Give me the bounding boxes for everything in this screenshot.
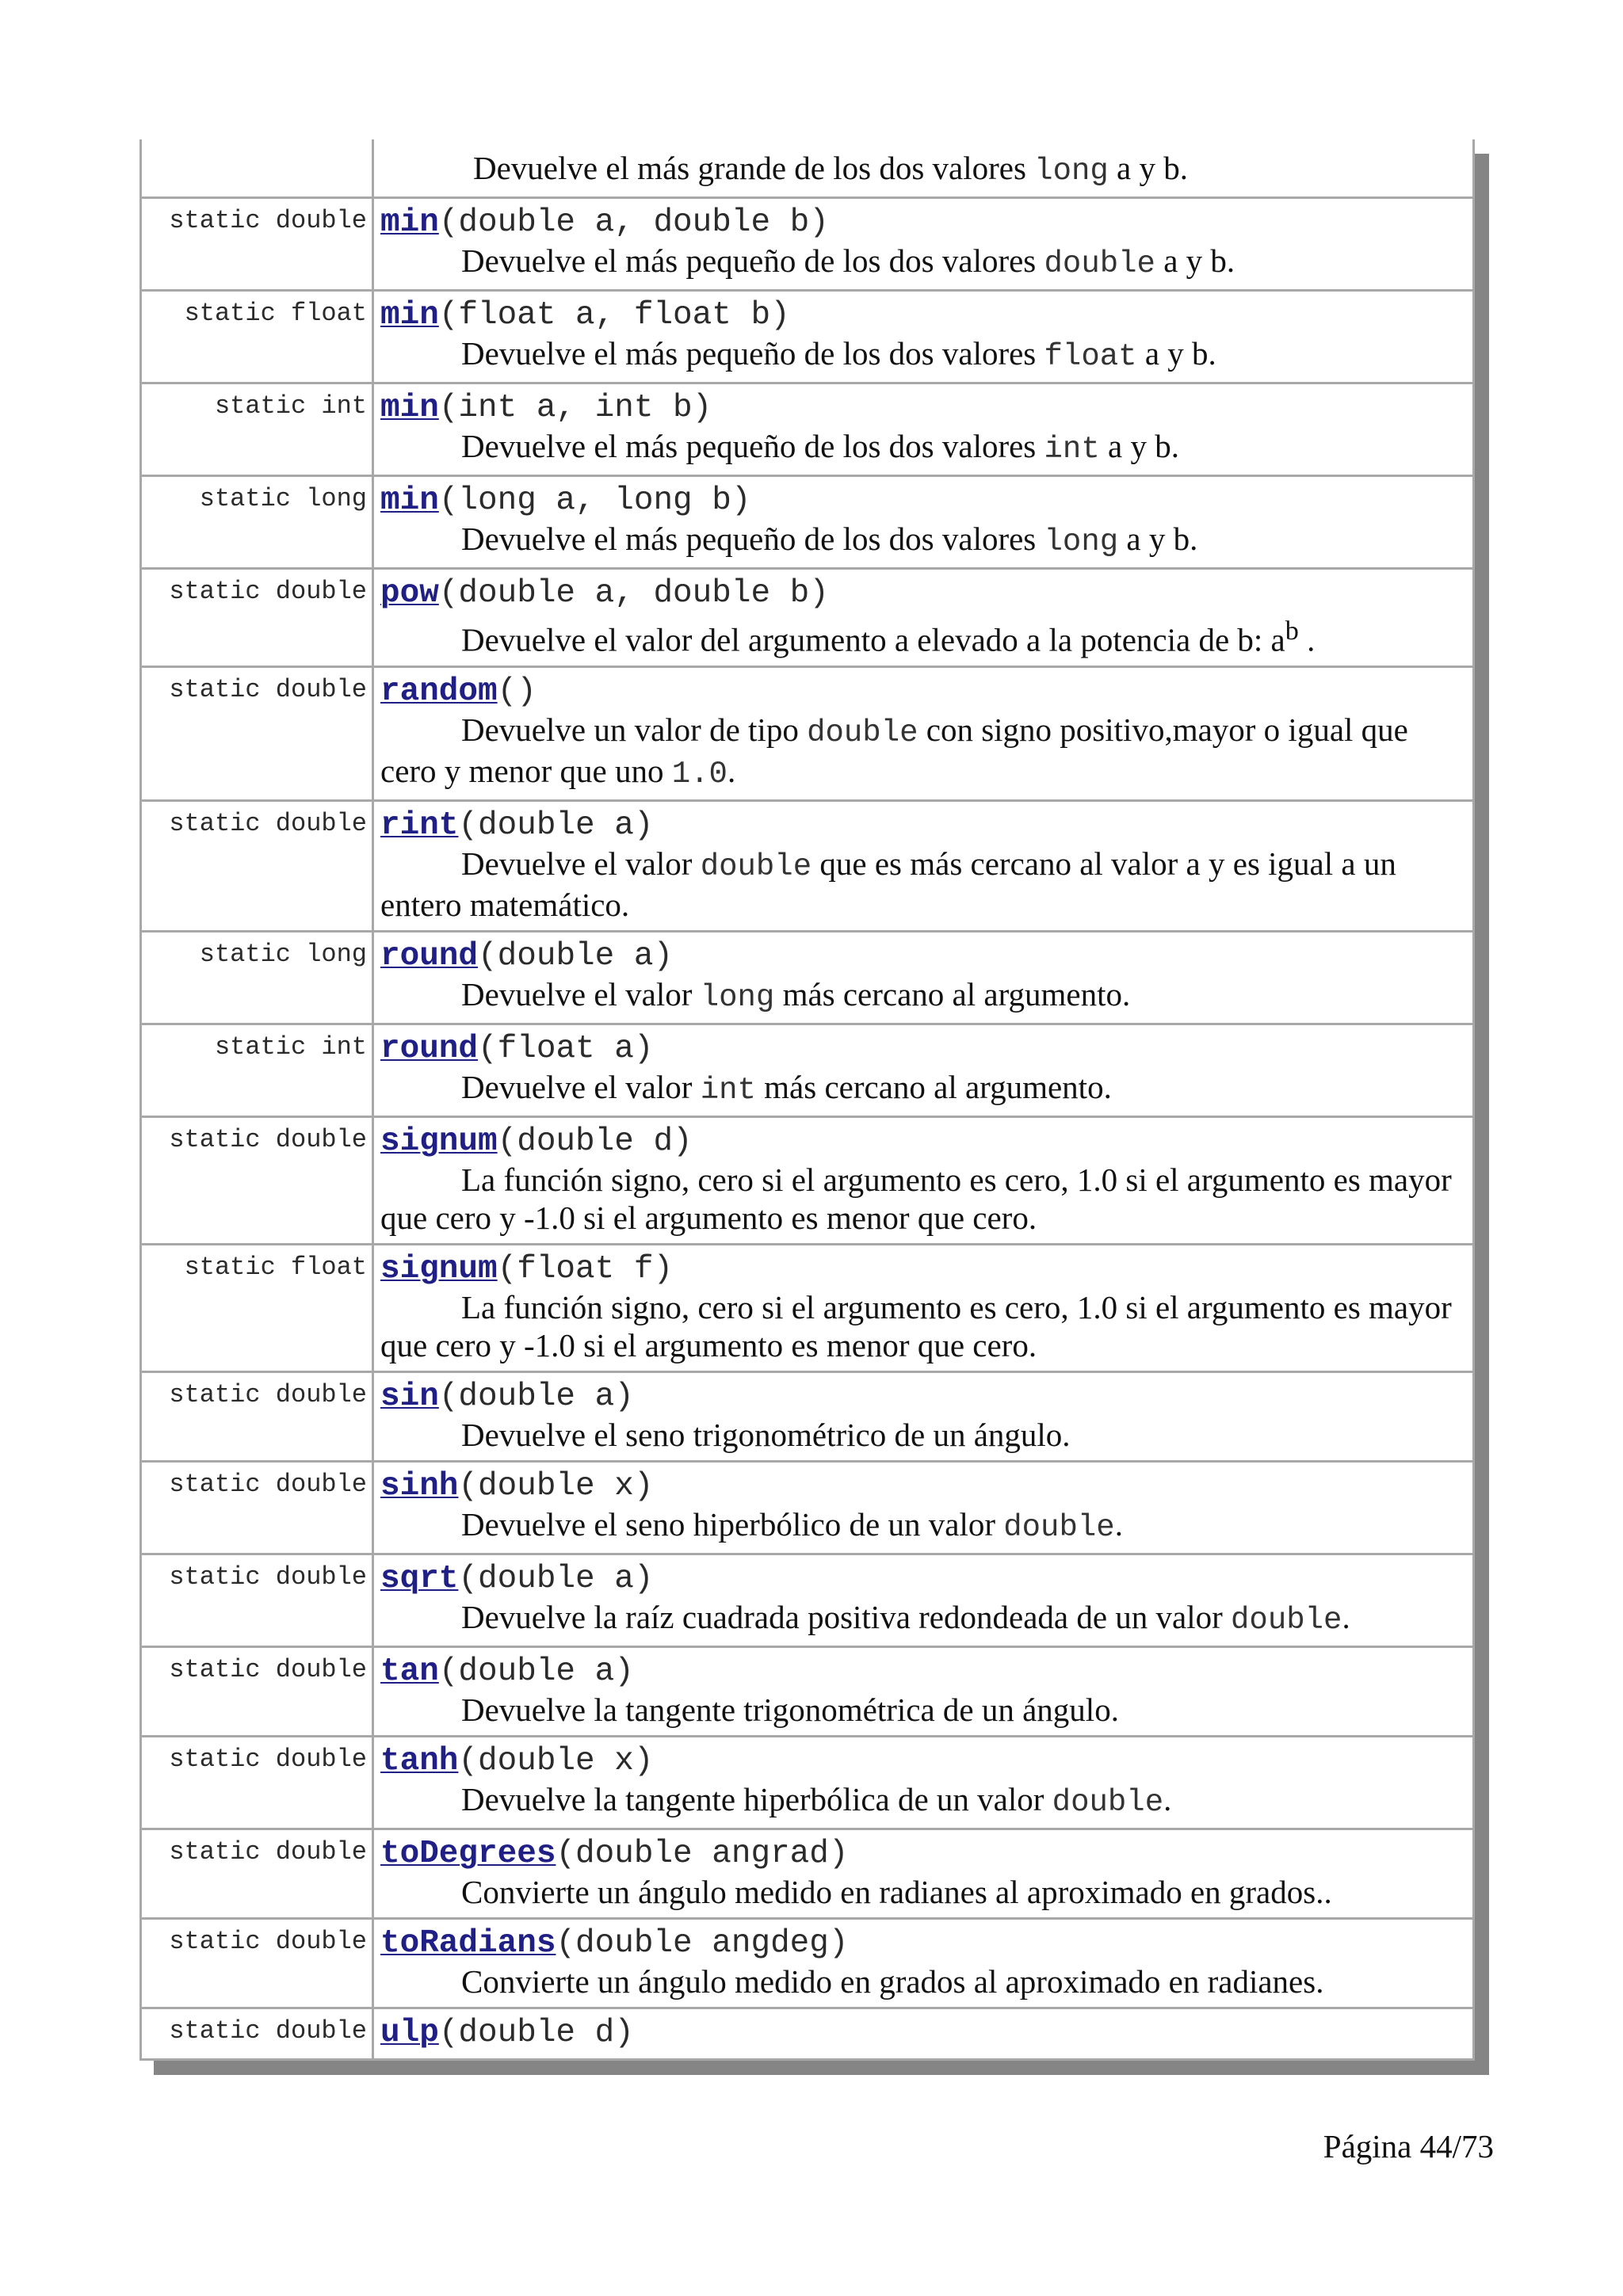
description-text: Devuelve el más pequeño de los dos valores — [461, 428, 1044, 464]
method-signature-cell — [373, 1024, 1474, 1116]
inline-code: int — [700, 1072, 756, 1108]
description-text: a y b. — [1136, 335, 1216, 372]
method-row — [141, 931, 1474, 1024]
method-name-link[interactable]: min — [380, 297, 439, 334]
method-description — [380, 975, 1466, 1016]
method-signature-cell — [373, 569, 1474, 667]
method-row — [141, 1371, 1474, 1461]
method-modifier: static double — [141, 1918, 373, 2008]
method-row — [141, 800, 1474, 931]
method-modifier: static double — [141, 1461, 373, 1554]
method-modifier: static int — [141, 383, 373, 476]
method-row — [141, 1461, 1474, 1554]
description-text: Devuelve el seno trigonométrico de un ángulo. — [461, 1416, 1071, 1453]
method-signature-cell — [373, 931, 1474, 1024]
superscript: b — [1285, 616, 1299, 646]
method-signature — [380, 1742, 1466, 1780]
method-modifier: static double — [141, 1646, 373, 1736]
method-signature-cell — [373, 139, 1474, 198]
method-description — [380, 1416, 1466, 1454]
method-params: (double a) — [438, 1378, 634, 1415]
method-modifier: static double — [141, 800, 373, 931]
method-params: (double a) — [458, 1560, 654, 1597]
method-description — [380, 1962, 1466, 2000]
method-params: (double a) — [438, 1653, 634, 1690]
method-signature — [380, 574, 1466, 612]
method-signature-cell — [373, 800, 1474, 931]
method-description — [380, 1505, 1466, 1547]
method-description — [380, 1068, 1466, 1109]
method-signature-cell — [373, 666, 1474, 800]
method-signature-cell — [373, 1829, 1474, 1918]
method-signature — [380, 1378, 1466, 1416]
method-name-link[interactable]: tan — [380, 1653, 439, 1690]
method-signature-cell — [373, 1918, 1474, 2008]
method-summary-table — [139, 139, 1475, 2061]
method-signature — [380, 1250, 1466, 1288]
method-description — [380, 1691, 1466, 1729]
method-row — [141, 569, 1474, 667]
method-modifier: static long — [141, 931, 373, 1024]
method-row — [141, 139, 1474, 198]
description-text: Devuelve la tangente hiperbólica de un valor — [461, 1780, 1052, 1817]
method-signature — [380, 1030, 1466, 1068]
description-text: Devuelve el más pequeño de los dos valores — [461, 521, 1044, 557]
description-text: . — [727, 752, 736, 789]
description-text: La función signo, cero si el argumento es cero, 1.0 si el argumento es mayor que cero y -1.0 si el argumento es menor que cero. — [380, 1161, 1452, 1236]
method-row — [141, 1554, 1474, 1646]
method-description — [380, 612, 1466, 659]
method-params: (double a, double b) — [438, 204, 829, 241]
method-name-link[interactable]: random — [380, 673, 498, 710]
inline-code: double — [1052, 1784, 1164, 1820]
method-row — [141, 1244, 1474, 1371]
method-name-link[interactable]: toRadians — [380, 1924, 556, 1962]
method-signature — [380, 673, 1466, 711]
method-signature — [380, 937, 1466, 975]
method-params: () — [497, 673, 537, 710]
description-text: con signo positivo,mayor o igual que cero y menor que uno — [380, 711, 1408, 789]
method-signature — [380, 807, 1466, 845]
method-signature — [380, 1924, 1466, 1962]
method-signature-cell — [373, 198, 1474, 291]
description-text: . — [1114, 1505, 1123, 1543]
method-modifier: static double — [141, 666, 373, 800]
method-description — [380, 1288, 1466, 1364]
method-signature — [380, 1560, 1466, 1598]
description-text: . — [1163, 1780, 1172, 1817]
method-signature — [380, 204, 1466, 242]
description-text: Devuelve la tangente trigonométrica de un ángulo. — [461, 1691, 1119, 1728]
description-text: a y b. — [1155, 242, 1235, 279]
method-signature-cell — [373, 1371, 1474, 1461]
method-row — [141, 1918, 1474, 2008]
description-text: Convierte un ángulo medido en grados al aproximado en radianes. — [461, 1962, 1324, 2000]
method-signature — [380, 1835, 1466, 1873]
method-signature — [380, 1123, 1466, 1161]
description-text: Devuelve el más pequeño de los dos valores — [461, 242, 1044, 279]
inline-code: double — [807, 715, 918, 750]
inline-code: double — [700, 849, 812, 884]
method-description — [380, 711, 1466, 793]
method-signature-cell — [373, 1554, 1474, 1646]
inline-code: 1.0 — [671, 756, 727, 791]
inline-code: double — [1003, 1509, 1115, 1545]
inline-code: float — [1044, 339, 1137, 374]
description-text: a y b. — [1108, 150, 1188, 186]
method-params: (float a) — [478, 1030, 654, 1067]
description-text: Devuelve el valor del argumento a elevado a la potencia de b: a — [461, 621, 1285, 658]
description-text: que es más cercano al valor a y es igual a un entero matemático. — [380, 845, 1396, 923]
method-signature — [380, 2014, 1466, 2052]
method-signature — [380, 389, 1466, 427]
method-name-link[interactable]: toDegrees — [380, 1835, 556, 1872]
method-description — [380, 1780, 1466, 1821]
method-name-link[interactable]: min — [380, 204, 439, 241]
method-params: (double x) — [458, 1742, 654, 1779]
method-row — [141, 2008, 1474, 2059]
method-signature-cell — [373, 383, 1474, 476]
method-signature-cell — [373, 291, 1474, 383]
method-modifier: static double — [141, 1371, 373, 1461]
description-text: Devuelve el valor — [461, 975, 701, 1013]
method-row — [141, 291, 1474, 383]
method-description — [380, 1598, 1466, 1639]
description-text: más cercano al argumento. — [774, 975, 1131, 1013]
method-row — [141, 666, 1474, 800]
description-text: Devuelve un valor de tipo — [461, 711, 808, 748]
method-modifier: static double — [141, 198, 373, 291]
method-description — [380, 1161, 1466, 1237]
method-name-link[interactable]: pow — [380, 575, 439, 612]
method-modifier: static double — [141, 1554, 373, 1646]
method-signature-cell — [373, 476, 1474, 569]
method-signature-cell — [373, 1461, 1474, 1554]
method-name-link[interactable]: round — [380, 1030, 479, 1067]
method-signature — [380, 482, 1466, 520]
method-row — [141, 1024, 1474, 1116]
method-name-link[interactable]: signum — [380, 1250, 498, 1287]
method-params: (double a) — [458, 807, 654, 844]
method-row — [141, 1829, 1474, 1918]
description-text: . — [1298, 621, 1316, 658]
method-description — [380, 334, 1466, 376]
method-params: (double a, double b) — [438, 575, 829, 612]
method-signature — [380, 296, 1466, 334]
inline-code: long — [1034, 154, 1109, 189]
inline-code: double — [1231, 1602, 1342, 1638]
method-params: (double angrad) — [556, 1835, 849, 1872]
method-params: (double angdeg) — [556, 1924, 849, 1962]
method-description — [147, 149, 1466, 190]
method-signature-cell — [373, 1244, 1474, 1371]
method-name-link[interactable]: min — [380, 482, 439, 519]
page-number: Página 44/73 — [1323, 2128, 1494, 2164]
method-signature-cell — [373, 2008, 1474, 2059]
method-modifier: static int — [141, 1024, 373, 1116]
method-summary-body — [141, 139, 1474, 2059]
method-description — [380, 520, 1466, 561]
method-row — [141, 1646, 1474, 1736]
method-signature-cell — [373, 1736, 1474, 1829]
inline-code: double — [1044, 246, 1155, 281]
method-params: (float a, float b) — [438, 297, 790, 334]
inline-code: long — [700, 979, 775, 1015]
description-text: Devuelve el más pequeño de los dos valores — [461, 335, 1044, 372]
method-name-link[interactable]: signum — [380, 1123, 498, 1160]
method-row — [141, 1736, 1474, 1829]
method-modifier: static double — [141, 1736, 373, 1829]
method-row — [141, 476, 1474, 569]
method-modifier: static double — [141, 2008, 373, 2059]
method-params: (long a, long b) — [438, 482, 751, 519]
method-modifier: static double — [141, 1829, 373, 1918]
description-text: Devuelve el más grande de los dos valores — [473, 150, 1035, 186]
method-params: (double d) — [438, 2014, 634, 2051]
method-modifier: static long — [141, 476, 373, 569]
description-text: a y b. — [1099, 428, 1179, 464]
description-text: La función signo, cero si el argumento es cero, 1.0 si el argumento es mayor que cero y -1.0 si el argumento es menor que cero. — [380, 1288, 1452, 1363]
method-description — [380, 427, 1466, 468]
method-params: (double a) — [478, 937, 674, 974]
method-name-link[interactable]: tanh — [380, 1742, 459, 1779]
method-name-link[interactable]: sin — [380, 1378, 439, 1415]
method-name-link[interactable]: round — [380, 937, 479, 974]
method-description — [380, 845, 1466, 924]
description-text: Convierte un ángulo medido en radianes al aproximado en grados.. — [461, 1873, 1332, 1910]
method-modifier: static float — [141, 1244, 373, 1371]
method-description — [380, 1873, 1466, 1911]
method-row — [141, 1116, 1474, 1244]
method-name-link[interactable]: sinh — [380, 1467, 459, 1505]
method-name-link[interactable]: sqrt — [380, 1560, 459, 1597]
method-params: (float f) — [497, 1250, 674, 1287]
method-name-link[interactable]: ulp — [380, 2014, 439, 2051]
description-text: más cercano al argumento. — [755, 1068, 1112, 1105]
method-name-link[interactable]: min — [380, 390, 439, 426]
method-signature — [380, 1653, 1466, 1691]
description-text: Devuelve el valor — [461, 845, 701, 882]
inline-code: long — [1044, 524, 1119, 559]
inline-code: int — [1044, 432, 1100, 467]
description-text: . — [1342, 1598, 1350, 1635]
method-modifier: static float — [141, 291, 373, 383]
method-row — [141, 198, 1474, 291]
method-description — [380, 242, 1466, 283]
description-text: Devuelve el valor — [461, 1068, 701, 1105]
method-params: (double x) — [458, 1467, 654, 1505]
method-params: (double d) — [497, 1123, 693, 1160]
method-name-link[interactable]: rint — [380, 807, 459, 844]
method-params: (int a, int b) — [438, 390, 712, 426]
method-modifier: static double — [141, 569, 373, 667]
description-text: a y b. — [1118, 521, 1198, 557]
method-signature — [380, 1467, 1466, 1505]
description-text: Devuelve la raíz cuadrada positiva redondeada de un valor — [461, 1598, 1232, 1635]
description-text: Devuelve el seno hiperbólico de un valor — [461, 1505, 1004, 1543]
method-modifier: static double — [141, 1116, 373, 1244]
method-signature-cell — [373, 1116, 1474, 1244]
method-row — [141, 383, 1474, 476]
method-signature-cell — [373, 1646, 1474, 1736]
